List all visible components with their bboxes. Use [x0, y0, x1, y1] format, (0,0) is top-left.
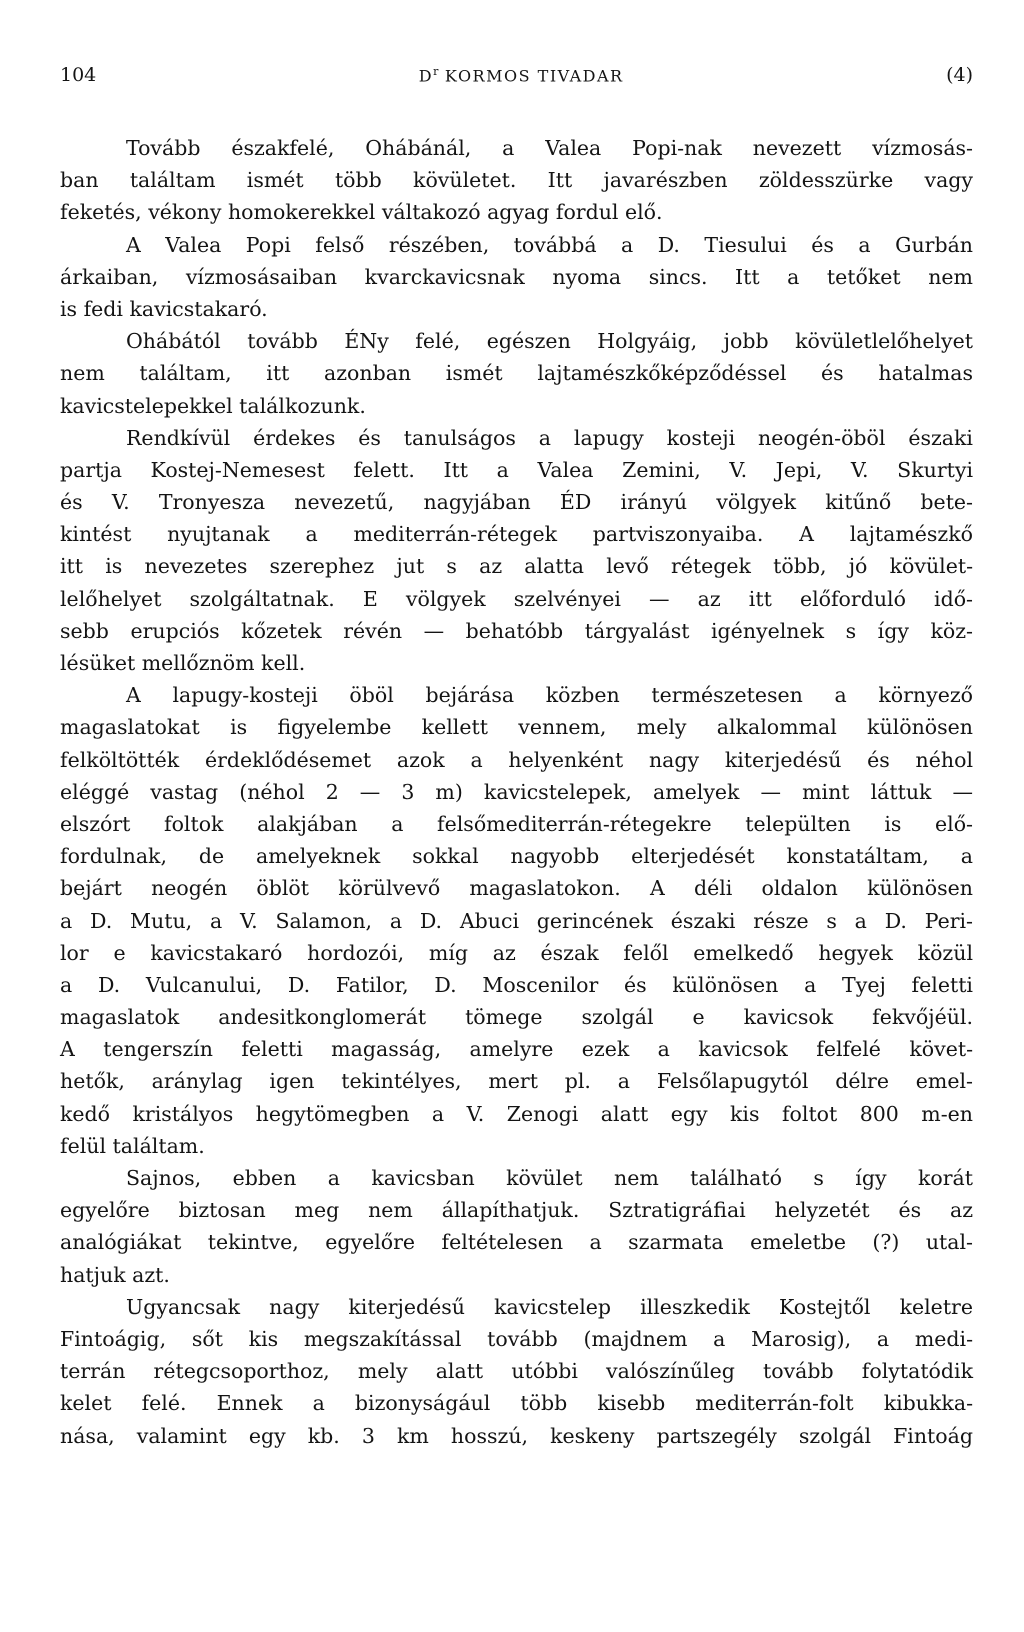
text-line: lor e kavicstakaró hordozói, míg az észak felől emelkedő hegyek közül — [60, 940, 973, 965]
text-line: és V. Tronyesza nevezetű, nagyjában ÉD irányú völgyek kitűnő bete- — [60, 490, 973, 515]
text-line: bejárt neogén öblöt körülvevő magaslatokon. A déli oldalon különösen — [60, 876, 973, 901]
text-line: nem találtam, itt azonban ismét lajtamészkőképződéssel és hatalmas — [60, 361, 973, 386]
text-line: kelet felé. Ennek a bizonyságául több kisebb mediterrán-folt kibukka- — [60, 1391, 973, 1416]
text-line: Tovább északfelé, Ohábánál, a Valea Popi-nak nevezett vízmosás- — [126, 136, 973, 160]
text-line: Fintoágig, sőt kis megszakítással tovább (majdnem a Marosig), a medi- — [60, 1326, 973, 1351]
text-line: itt is nevezetes szerephez jut s az alatta levő rétegek több, jó kövület- — [60, 554, 973, 579]
text-line: Ohábától tovább ÉNy felé, egészen Holgyáig, jobb kövületlelőhelyet — [126, 329, 973, 354]
text-line: sebb erupciós kőzetek révén — behatóbb tárgyalást igényelnek s így köz- — [60, 618, 973, 643]
text-line: felül találtam. — [60, 1133, 205, 1158]
text-line: analógiákat tekintve, egyelőre feltételesen a szarmata emeletbe (?) utal- — [60, 1230, 973, 1255]
text-line: feketés, vékony homokerekkel váltakozó agyag fordul elő. — [60, 200, 663, 225]
title-author: KORMOS TIVADAR — [438, 66, 624, 85]
running-title — [419, 65, 624, 85]
text-line: Rendkívül érdekes és tanulságos a lapugy kosteji neogén-öböl északi — [126, 425, 973, 450]
text-line: magaslatokat is figyelembe kellett vennem, mely alkalommal különösen — [60, 715, 973, 740]
text-line: magaslatok andesitkonglomerát tömege szolgál e kavicsok fekvőjéül. — [60, 1005, 973, 1030]
text-line: árkaiban, vízmosásaiban kvarckavicsnak nyoma sincs. Itt a tetőket nem — [60, 264, 973, 289]
text-line: A tengerszín feletti magasság, amelyre ezek a kavicsok felfelé követ- — [60, 1037, 973, 1062]
text-line: ban találtam ismét több kövületet. Itt javarészben zöldesszürke vagy — [60, 168, 973, 193]
text-line: egyelőre biztosan meg nem állapíthatjuk. Sztratigráfiai helyzetét és az — [60, 1198, 973, 1223]
text-line: a D. Mutu, a V. Salamon, a D. Abuci gerincének északi része s a D. Peri- — [60, 908, 973, 933]
text-line: nása, valamint egy kb. 3 km hosszú, keskeny partszegély szolgál Fintoág — [60, 1423, 973, 1448]
text-line: partja Kostej-Nemesest felett. Itt a Valea Zemini, V. Jepi, V. Skurtyi — [60, 457, 973, 482]
title-superscript: r — [433, 64, 439, 78]
running-header — [60, 64, 973, 104]
text-line: felköltötték érdeklődésemet azok a helyenként nagy kiterjedésű és néhol — [60, 747, 973, 772]
text-line: fordulnak, de amelyeknek sokkal nagyobb elterjedését konstatáltam, a — [60, 844, 973, 869]
text-line: terrán rétegcsoporthoz, mely alatt utóbbi valószínűleg tovább folytatódik — [60, 1359, 973, 1384]
text-line: hetők, aránylag igen tekintélyes, mert pl. a Felsőlapugytól délre emel- — [60, 1069, 973, 1094]
text-line: Sajnos, ebben a kavicsban kövület nem található s így korát — [126, 1166, 973, 1190]
page-number: 104 — [60, 64, 97, 86]
text-line: hatjuk azt. — [60, 1262, 170, 1287]
text-line: A lapugy-kosteji öböl bejárása közben természetesen a környező — [126, 683, 973, 708]
book-page — [60, 64, 973, 1452]
text-line: kedő kristályos hegytömegben a V. Zenogi alatt egy kis foltot 800 m-en — [60, 1101, 973, 1126]
title-prefix: D — [418, 66, 434, 85]
text-line: kintést nyujtanak a mediterrán-rétegek partviszonyaiba. A lajtamészkő — [60, 522, 973, 547]
text-line: Ugyancsak nagy kiterjedésű kavicstelep illeszkedik Kostejtől keletre — [126, 1294, 973, 1319]
chapter-marker: (4) — [946, 64, 973, 86]
text-line: lelőhelyet szolgáltatnak. E völgyek szelvényei — az itt előforduló idő- — [60, 586, 973, 611]
text-line: a D. Vulcanului, D. Fatilor, D. Moscenilor és különösen a Tyej feletti — [60, 972, 973, 997]
body-text — [60, 132, 973, 1452]
text-line: eléggé vastag (néhol 2 — 3 m) kavicstelepek, amelyek — mint láttuk — — [60, 779, 973, 804]
text-line: lésüket mellőznöm kell. — [60, 651, 306, 675]
text-line: is fedi kavicstakaró. — [60, 296, 268, 321]
text-line: A Valea Popi felső részében, továbbá a D. Tiesului és a Gurbán — [126, 232, 973, 257]
text-line: elszórt foltok alakjában a felsőmediterrán-rétegekre települten is elő- — [60, 811, 973, 836]
text-line: kavicstelepekkel találkozunk. — [60, 393, 366, 418]
